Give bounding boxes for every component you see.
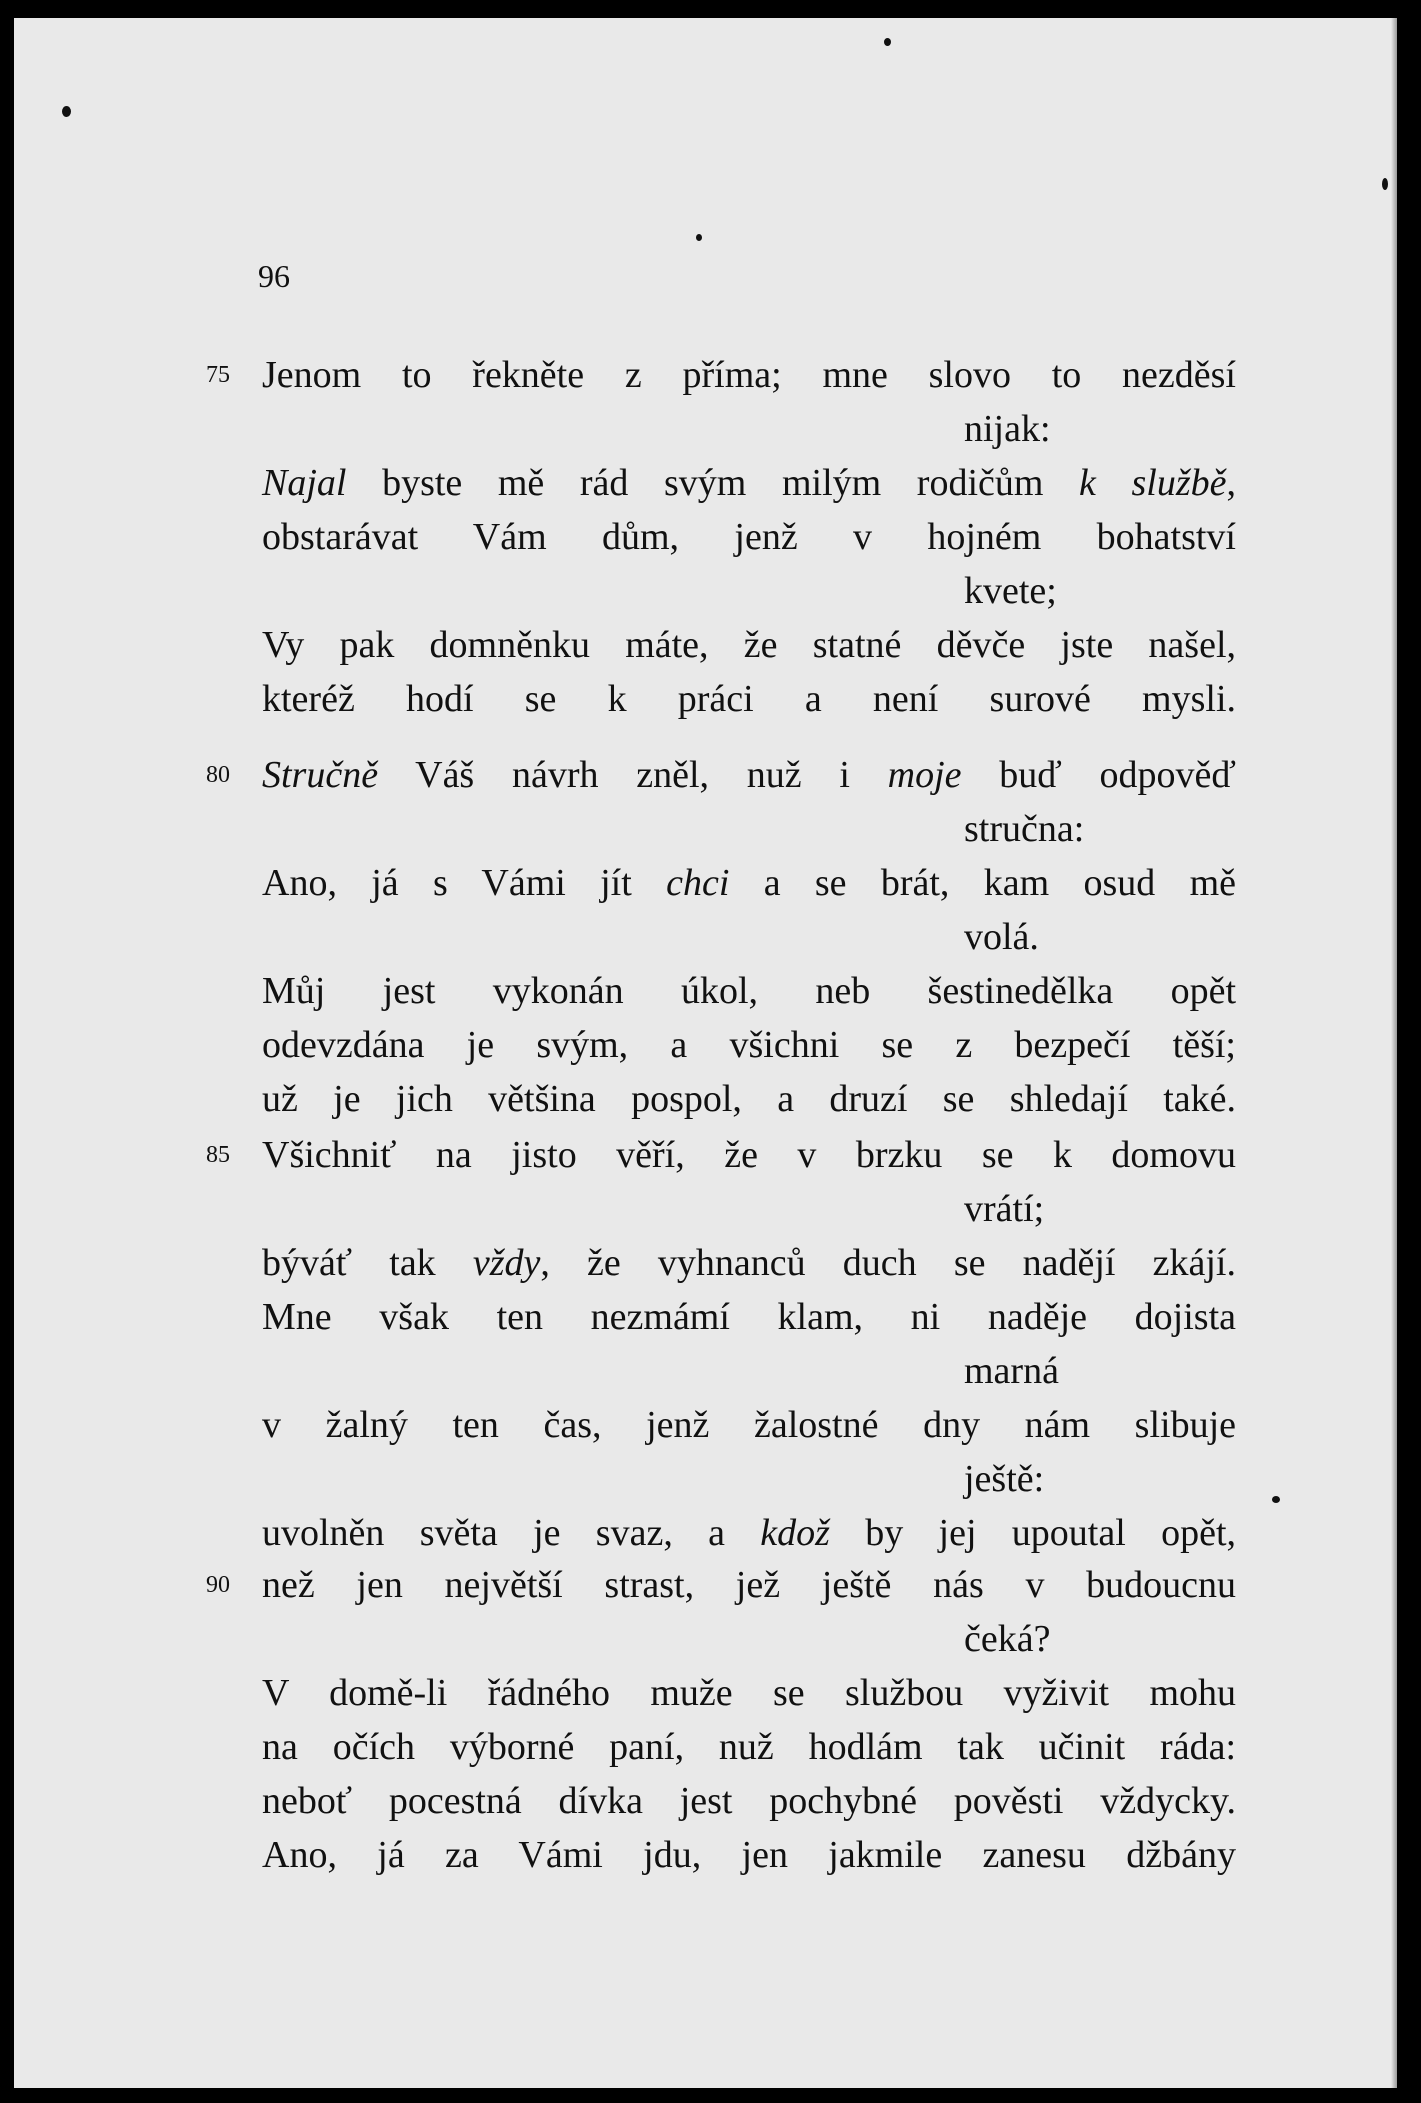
verse-text: Ano, já s Vámi jít [262, 862, 667, 904]
italic-emphasis: k službě [1079, 462, 1227, 504]
line-number: 85 [206, 1142, 230, 1168]
verse-line [262, 1236, 1236, 1290]
page-edge-shadow [1391, 18, 1397, 2088]
line-number: 80 [206, 762, 230, 788]
verse-line: Vy pak domněnku máte, že statné děvče jste našel, [262, 624, 1236, 666]
verse-line: odevzdána je svým, a všichni se z bezpečí těší; [262, 1024, 1236, 1066]
verse-line [262, 456, 1236, 510]
verse-text: Váš návrh zněl, nuž i [378, 754, 888, 796]
verse-line: Jenom to řekněte z příma; mne slovo to nezděsí [262, 354, 1236, 396]
verse-runover: marná [964, 1350, 1059, 1392]
verse-text: byste mě rád svým milým rodičům [346, 462, 1080, 504]
book-page [14, 18, 1397, 2088]
verse-runover: vrátí; [964, 1188, 1045, 1230]
verse-line: obstarávat Vám dům, jenž v hojném bohatství [262, 516, 1236, 558]
verse-line: na očích výborné paní, nuž hodlám tak učinit ráda: [262, 1726, 1236, 1768]
verse-line: už je jich většina pospol, a druzí se shledají také. [262, 1078, 1236, 1120]
verse-runover: stručna: [964, 808, 1085, 850]
verse-line: Můj jest vykonán úkol, neb šestinedělka opět [262, 970, 1236, 1012]
verse-line [262, 748, 1236, 802]
verse-text: , [1226, 462, 1236, 504]
verse-text: uvolněn světa je svaz, a [262, 1512, 761, 1554]
line-number: 90 [206, 1572, 230, 1598]
scan-speck [1382, 178, 1388, 190]
italic-emphasis: Najal [262, 462, 347, 504]
verse-runover: volá. [964, 916, 1039, 958]
verse-runover: čeká? [964, 1618, 1051, 1660]
verse-text: býváť tak [262, 1242, 473, 1284]
italic-emphasis: vždy [472, 1242, 541, 1284]
italic-emphasis: kdož [760, 1512, 830, 1554]
verse-line: kteréž hodí se k práci a není surové mysli. [262, 678, 1236, 720]
scan-speck [1272, 1496, 1280, 1503]
scan-speck [884, 38, 891, 46]
verse-line: než jen největší strast, jež ještě nás v budoucnu [262, 1564, 1236, 1606]
verse-runover: nijak: [964, 408, 1051, 450]
verse-line: V domě-li řádného muže se službou vyživit mohu [262, 1672, 1236, 1714]
verse-text: buď odpověď [961, 754, 1236, 796]
verse-runover: ještě: [964, 1458, 1045, 1500]
verse-line: v žalný ten čas, jenž žalostné dny nám slibuje [262, 1404, 1236, 1446]
verse-text: , že vyhnanců duch se nadějí zkájí. [540, 1242, 1236, 1284]
scan-speck [696, 234, 702, 241]
verse-line: Ano, já za Vámi jdu, jen jakmile zanesu džbány [262, 1834, 1236, 1876]
verse-line [262, 856, 1236, 910]
verse-line: Všichniť na jisto věří, že v brzku se k domovu [262, 1134, 1236, 1176]
italic-emphasis: moje [887, 754, 962, 796]
italic-emphasis: chci [666, 862, 730, 904]
verse-line [262, 1506, 1236, 1560]
line-number: 75 [206, 362, 230, 388]
scan-speck [62, 106, 71, 117]
verse-runover: kvete; [964, 570, 1057, 612]
verse-line: Mne však ten nezmámí klam, ni naděje dojista [262, 1296, 1236, 1338]
page-number: 96 [258, 258, 290, 294]
verse-line: neboť pocestná dívka jest pochybné pověsti vždycky. [262, 1780, 1236, 1822]
italic-emphasis: Stručně [262, 754, 379, 796]
verse-text: a se brát, kam osud mě [729, 862, 1236, 904]
verse-text: by jej upoutal opět, [829, 1512, 1236, 1554]
